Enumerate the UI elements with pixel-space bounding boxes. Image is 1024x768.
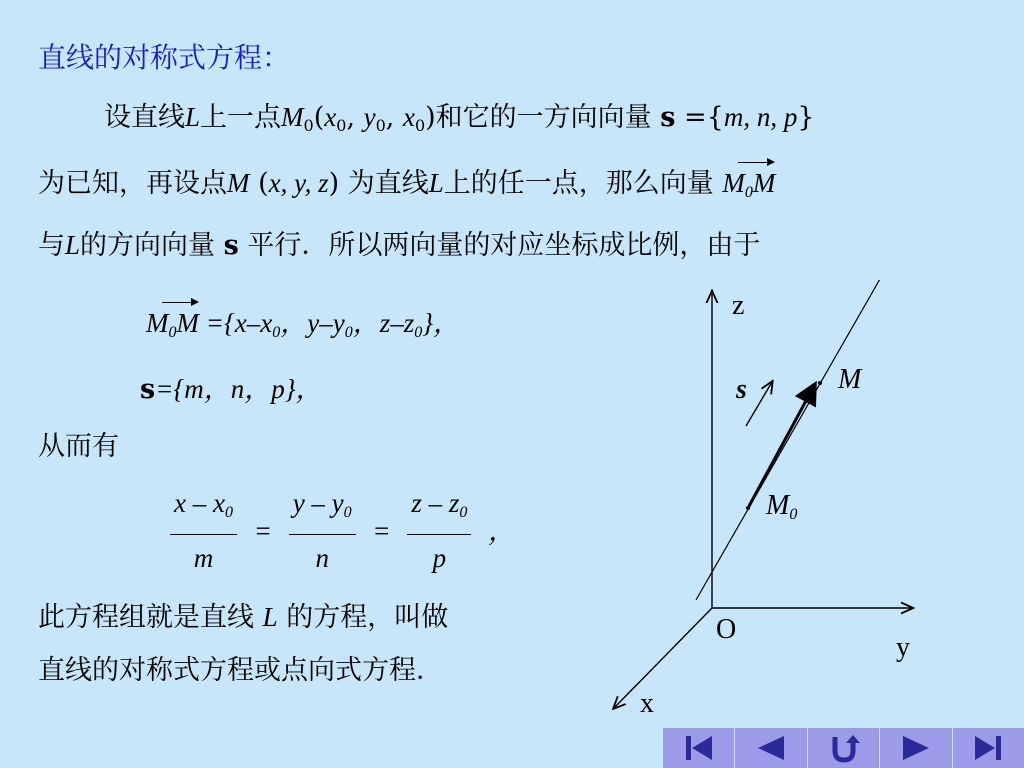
y-axis-label: y bbox=[896, 632, 910, 663]
return-icon bbox=[827, 733, 861, 763]
point-m-label: M bbox=[838, 364, 862, 395]
conclusion-line-2: 直线的对称式方程或点向式方程． bbox=[38, 655, 443, 686]
equation-vector-s: s={m，n，p}， bbox=[140, 374, 323, 405]
page-title: 直线的对称式方程： bbox=[38, 41, 291, 74]
last-page-icon bbox=[971, 733, 1005, 763]
intro-line-3: 与L的方向向量 s 平行．所以两向量的对应坐标成比例，由于 bbox=[38, 230, 761, 261]
previous-page-icon bbox=[754, 733, 788, 763]
first-page-icon bbox=[682, 733, 716, 763]
vector-s-label: s bbox=[736, 374, 747, 405]
vector-m0m: $M_0M$ bbox=[722, 166, 775, 210]
x-axis bbox=[614, 608, 712, 708]
next-page-button[interactable] bbox=[879, 728, 951, 768]
thus-text: 从而有 bbox=[38, 431, 119, 462]
previous-page-button[interactable] bbox=[734, 728, 806, 768]
last-page-button[interactable] bbox=[952, 728, 1024, 768]
first-page-button[interactable] bbox=[662, 728, 734, 768]
symmetric-equation: $\frac{x - x_0}{m}$ = $\frac{y - y_0}{n}$ = $\frac{z - z_0}{p}$ ， bbox=[164, 486, 519, 575]
z-axis-label: z bbox=[732, 290, 745, 321]
point-m bbox=[818, 381, 822, 385]
conclusion-line-1: 此方程组就是直线 L 的方程，叫做 bbox=[38, 602, 449, 633]
x-axis-label: x bbox=[640, 688, 654, 719]
intro-line-1: 设直线L上一点$M_0(x_0$, $y_0$, $x_0$)和它的一方向向量 s ={m, n, p} bbox=[104, 102, 815, 135]
vector-s-arrow bbox=[746, 382, 772, 426]
line-l bbox=[696, 280, 884, 600]
point-m0-label: $M_0$ bbox=[766, 490, 798, 523]
axis-diagram bbox=[600, 280, 930, 725]
next-page-icon bbox=[899, 733, 933, 763]
slide-navigation bbox=[662, 728, 1024, 768]
origin-label: O bbox=[716, 614, 737, 645]
equation-vector-m0m: $M_0M =\{x-x_0$，$y-y_0$，$z-z_0$}， bbox=[146, 306, 460, 350]
return-button[interactable] bbox=[807, 728, 879, 768]
intro-line-2: 为已知，再设点M (x, y, z) 为直线L上的任一点，那么向量 $M_0M$ bbox=[38, 166, 775, 210]
point-m0 bbox=[746, 506, 750, 510]
